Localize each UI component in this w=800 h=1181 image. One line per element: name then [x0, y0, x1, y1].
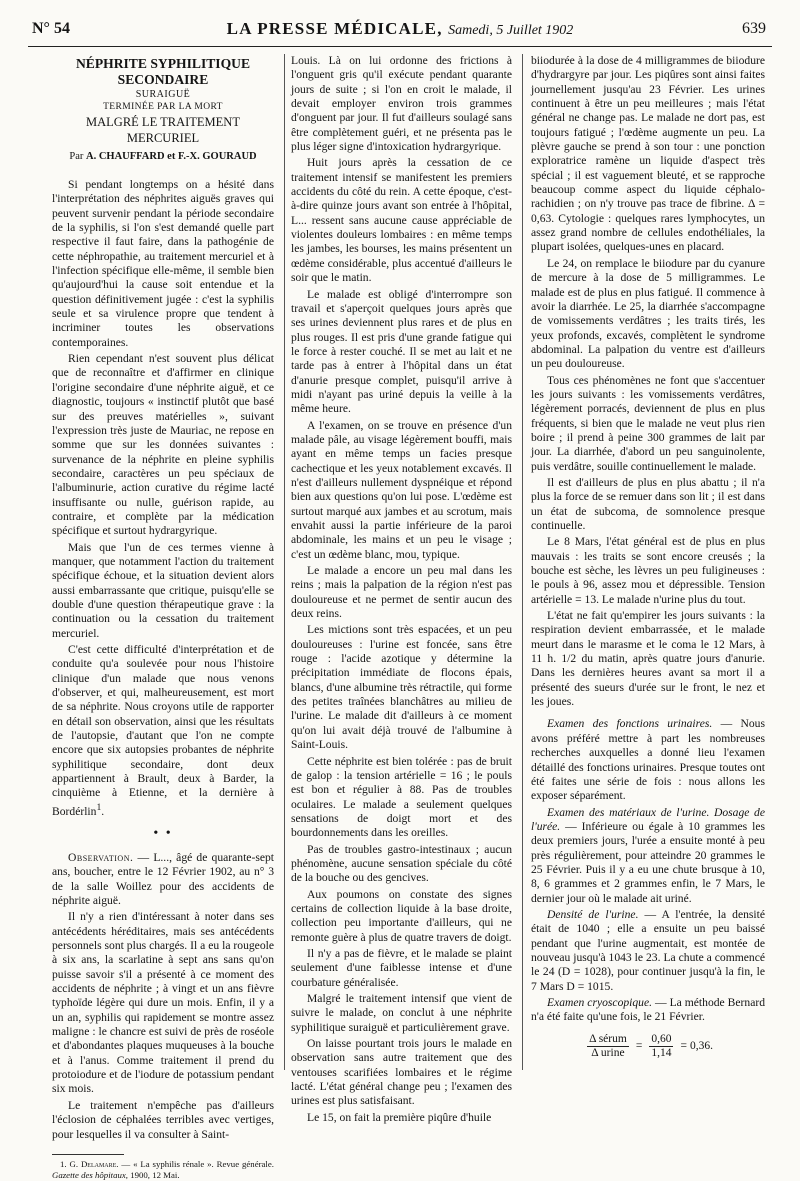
- byline-prefix: Par: [69, 151, 84, 162]
- article-title-block: [52, 56, 274, 164]
- section-paragraph: [531, 996, 765, 1025]
- paragraph: L'état ne fait qu'empirer les jours suivants : la respiration devient embarrassée, et le malade meurt dans le marasme et le coma le 12 Mars, à 11 h. 1/2 du matin, après quatre jours d'anurie. Dans les dernières heures avant sa mort il a présenté des sueurs d'urée sur le front, le nez et les joues.: [531, 609, 765, 709]
- section-heading: Densité de l'urine.: [547, 907, 639, 921]
- observation-text: — L..., âgé de quarante-sept ans, boucher, entre le 12 Février 1902, au n° 3 de la salle Woillez pour des accidents de néphrite aiguë.: [52, 850, 274, 908]
- paragraph: Mais que l'un de ces termes vienne à manquer, que notamment l'action du traitement spécifique échoue, et la situation devient alors aussi embarrassante que critique, puisqu'elle se double d'une question thérapeutique grave : la continuation ou la cessation du traitement mercuriel.: [52, 540, 274, 640]
- section-asterism: • •: [153, 825, 173, 841]
- formula-equals: =: [635, 1040, 643, 1053]
- footnote: [52, 1159, 274, 1181]
- paragraph: Le traitement n'empêche pas d'ailleurs l'éclosion de céphalées terribles avec vertiges, pour lesquelles il va consulter à Saint-: [52, 1098, 274, 1141]
- footnote-number: 1.: [60, 1158, 67, 1169]
- paragraph: Le 8 Mars, l'état général est de plus en plus mauvais : les traits se sont encore creusés ; la bouche est sèche, les lèvres un peu fuligineuses : le pouls à 96, assez mou et dépressible. Tension artérielle = 13. Le malade n'urine plus du tout.: [531, 535, 765, 606]
- paragraph: Le malade est obligé d'interrompre son travail et s'aperçoit quelques jours après que ses urines deviennent plus rares et de plus en plus rouges. Il est pris d'une grande fatigue qui le force à rester couché. Il se met au lait et ne tarde pas à entrer à l'hôpital dans un état d'anurie presque complet, puisqu'il arrive à midi n'ayant pas uriné depuis la veille à la même heure.: [291, 287, 512, 416]
- article-title: NÉPHRITE SYPHILITIQUE SECONDAIRE: [75, 56, 251, 87]
- footnote-reference: 1: [96, 801, 102, 813]
- section-heading: Examen des matériaux de l'urine. Dosage de l'urée.: [531, 805, 765, 833]
- formula-result: 0,36.: [689, 1040, 713, 1053]
- paragraph: Le 15, on fait la première piqûre d'huile: [307, 1110, 492, 1124]
- footnote-end: , 1900, 12 Mai.: [125, 1169, 180, 1180]
- section-heading: Examen cryoscopique.: [547, 996, 653, 1009]
- section-paragraph: [531, 717, 765, 803]
- footnote-separator: [52, 1154, 124, 1155]
- paragraph: C'est cette difficulté d'interprétation et de conduite qu'a soulevée pour nous l'histoire clinique d'un malade que nous venons d'observer, et qui, malheureusement, est mort de sa néphrite. Nous croyons utile de rapporter en détail son observation, ainsi que les résultats de l'autopsie, d'autant que l'on ne compte encore que six autopsies probantes de néphrite syphilitique secondaire, dont deux appartiennent à Brault, deux à Barder, la cinquième à Etienne, et la dernière à Bordérlin$^1$.: [52, 643, 274, 818]
- formula-numerator: Δ sérum: [589, 1032, 627, 1045]
- issue-number: N° 54: [32, 20, 70, 37]
- section-text: — Nous avons préféré mettre à part les nombreuses recherches auxquelles a donné lieu l'examen détaillé des fonctions urinaires. Presque toutes ont été faites une série de fois : nous allons les exposer séparément.: [531, 717, 765, 803]
- byline-authors: A. CHAUFFARD et F.-X. GOURAUD: [86, 151, 257, 162]
- paragraph: Les mictions sont très espacées, et un peu douloureuses : l'urine est foncée, sans être rouge : l'acide azotique y détermine la précipitation immédiate de flocons épais, blancs, d'une albumine très rétractile, qui forme des petites traînées blanchâtres au milieu de l'urine. Le malade dit d'ailleurs à ce moment qu'on lui avait déjà trouvé de l'albumine à Saint-Louis.: [291, 623, 513, 752]
- paragraph: Il est d'ailleurs de plus en plus abattu ; il n'a plus la force de se remuer dans son lit ; il est dans un état de subcoma, de somnolence presque continuelle.: [531, 475, 765, 532]
- formula-fraction-1: [587, 1033, 629, 1060]
- article-subtitle-1: SURAIGUË: [135, 89, 191, 100]
- footnote-journal: Gazette des hôpitaux: [52, 1169, 126, 1180]
- formula-fraction-2: [649, 1033, 673, 1060]
- paragraph: Pas de troubles gastro-intestinaux ; aucun phénomène, aucune sensation spéciale du côté de la bouche ou des gencives.: [291, 842, 512, 885]
- paragraph: Il n'y a rien d'intéressant à noter dans ses antécédents héréditaires, mais ses antécédents personnels sont plus chargés. Il a eu la rougeole à six ans, la scarlatine à sept ans sans qu'on puisse savoir s'il a présenté à ce moment des accidents de néphrite ; à vingt et un ans fièvre typhoïde légère qui dure un mois. Enfin, il y a un an, syphilis qui rapidement se montre assez maligne : le chancre est suivi de près de roséole et d'abondantes plaques muqueuses à la bouche et à l'anus. Comme traitement il prend du protoiodure et de l'iodure de potassium pendant six mois.: [52, 910, 274, 1096]
- paragraph: Si pendant longtemps on a hésité dans l'interprétation des néphrites aiguës graves qui peuvent survenir pendant la période secondaire de la syphilis, si l'on s'est demandé quelle part respective il faut faire, dans la pathogénie de cette néphropathie, au traitement mercuriel et à l'infection spécifique elle-même, il semble bien qu'aujourd'hui la cause soit entendue et la question définitivement jugée : c'est la syphilis seule et sa virulence propre que tendent à incriminer toutes les observations contemporaines.: [52, 178, 274, 349]
- section-text: — La méthode Bernard n'a été faite qu'une fois, le 21 Février.: [531, 996, 765, 1024]
- cryoscopy-formula: [531, 1033, 765, 1060]
- column-1: [52, 54, 274, 1180]
- column-3: [522, 54, 765, 1070]
- paragraph: Louis. Là on lui ordonne des frictions à l'onguent gris qu'il exécute pendant quarante jours de suite ; si l'on en croit le malade, il devait employer environ trois grammes d'onguent par jour. Il fut d'ailleurs soulagé sans être complètement guéri, et ne présenta pas le plus léger signe d'intoxication hydrargyrique.: [291, 54, 512, 154]
- paragraph: Aux poumons on constate des signes certains de collection liquide à la base droite, collection peu importante d'ailleurs, qui ne remonte guère à plus de quatre travers de doigt.: [291, 887, 512, 944]
- formula-numerator-value: 0,60: [651, 1032, 672, 1045]
- paragraph: Il n'y a pas de fièvre, et le malade se plaint seulement d'une faiblesse intense et d'une courbature généralisée.: [291, 946, 512, 989]
- observation-paragraph: [52, 851, 274, 908]
- observation-label: Observation.: [68, 850, 134, 864]
- paragraph: Huit jours après la cessation de ce traitement intensif se manifestent les premiers accidents du côté du rein. A cette époque, c'est-à-dire quinze jours avant son entrée à l'hôpital, L... ressent sans aucune cause appréciable de violentes douleurs lombaires : en même temps les jambes, les bourses, les mains présentent un œdème considérable, plus accentué d'ailleurs le soir que le matin.: [291, 156, 512, 285]
- paragraph: Tous ces phénomènes ne font que s'accentuer les jours suivants : les vomissements verdâtres, légèrement porracés, deviennent de plus en plus fréquents, si bien que le malade ne veut plus rien boire ; il prend à peine 300 grammes de lait par jour. La diarrhée, d'abord un peu sanguinolente, puis verdâtre, souille continuellement le malade.: [531, 373, 765, 473]
- section-text: — Inférieure ou égale à 10 grammes les deux premiers jours, l'urée a ensuite monté à peu près régulièrement, pour atteindre 20 grammes le 25 Février. Puis il y a eu une chute brusque à 10, 8, 6 grammes et 2 grammes enfin, le 7 Mars, le dernier jour où le malade ait uriné.: [531, 819, 765, 905]
- paragraph: Rien cependant n'est souvent plus délicat que de reconnaître et d'affirmer en clinique l'origine secondaire d'une néphrite aiguë, et ce diagnostic, toujours « instinctif plutôt que basé sur des preuves matérielles », suivant l'expression très juste de Mauriac, ne repose en somme que sur les données suivantes : survenance de la néphrite en pleine syphilis secondaire, caractères un peu spéciaux de l'albuminurie, action curative du régime lacté insuffisante ou nulle, guérison rapide, au contraire, et complète par la médication spécifique et surtout hydrargyrique.: [52, 352, 274, 538]
- paragraph: Le malade a encore un peu mal dans les reins ; mais la palpation de la région n'est pas douloureuse et ne permet de sentir aucun des deux reins.: [291, 564, 512, 621]
- column-2: [284, 54, 513, 1124]
- issue-date: Samedi, 5 Juillet 1902: [448, 23, 574, 38]
- section-text: — A l'entrée, la densité était de 1040 ; elle a ensuite un peu baissé pendant que l'urine augmentait, est montée de nouveau jusqu'à 1043 le 23. La chute a commencé le 24 (D = 1028), pour continuer jusqu'à la fin, le 7 Mars D = 1015.: [531, 907, 765, 993]
- running-head: [28, 12, 772, 47]
- footnote-text: — « La syphilis rénale ». Revue générale.: [118, 1158, 274, 1169]
- section-heading: Examen des fonctions urinaires.: [547, 717, 713, 731]
- journal-title-line: [28, 19, 772, 39]
- article-subtitle-3: MALGRÉ LE TRAITEMENT MERCURIEL: [86, 115, 240, 145]
- page-number: 639: [742, 20, 766, 37]
- article-subtitle-2: TERMINÉE PAR LA MORT: [103, 102, 223, 112]
- footnote-author: G. Delamare.: [69, 1158, 119, 1169]
- paragraph: Cette néphrite est bien tolérée : pas de bruit de galop : la tension artérielle = 16 ; le pouls est bon et régulier à 88. Pas de troubles oculaires. Le malade a seulement quelques sensations de doigt mort et des bourdonnements dans les oreilles.: [291, 754, 512, 840]
- paragraph: A l'examen, on se trouve en présence d'un malade pâle, au visage légèrement bouffi, mais ayant en même temps un facies presque cachectique et les yeux notablement excavés. Il n'est d'ailleurs nullement dyspnéique et répond bien aux questions qu'on lui pose. L'œdème est surtout marqué aux jambes et au scrotum, mais envahit aussi la partie inférieure de la paroi abdominale, les mains et un peu le visage ; c'est un œdème blanc, mou, typique.: [291, 418, 512, 561]
- formula-denominator-value: 1,14: [651, 1046, 672, 1059]
- section-paragraph: [531, 908, 765, 994]
- byline: [52, 149, 274, 164]
- paragraph-text: C'est cette difficulté d'interprétation et de conduite qu'a soulevée pour nous l'histoire clinique d'un malade que nous venons d'observer, et qui, malheureusement, est mort de sa néphrite. Nous croyons utile de rapporter en détail son observation, ainsi que les résultats de l'autopsie, d'autant que l'on ne compte encore que six autopsies probantes de néphrite syphilitique secondaire, dont deux appartiennent à Brault, deux à Barder, la cinquième à Etienne, et la dernière à Bordérlin: [52, 643, 274, 818]
- paragraph: Le 24, on remplace le biiodure par du cyanure de mercure à la dose de 5 milligrammes. Le malade est de plus en plus fatigué. Il commence à avoir la diarrhée. Le 25, la diarrhée s'accompagne de vomissements verdâtres ; les traits tirés, les yeux profonds, excavés, complètent le syndrome abdominal. La palpation du ventre est d'ailleurs un peu douloureuse.: [531, 256, 765, 371]
- journal-title: LA PRESSE MÉDICALE,: [226, 19, 443, 38]
- formula-denominator: Δ urine: [591, 1046, 625, 1059]
- paragraph: Malgré le traitement intensif que vient de suivre le malade, on conclut à une néphrite syphilitique suraiguë et particulièrement grave.: [291, 992, 512, 1034]
- section-paragraph: [531, 806, 765, 906]
- formula-equals: =: [680, 1040, 687, 1053]
- paragraph: biiodurée à la dose de 4 milligrammes de biiodure d'hydrargyre par jour. Les piqûres sont ainsi faites journellement jusqu'au 23 Février. Les urines continuent à être un peu meilleures ; mais l'état général ne change pas. Le malade ne dort pas, est toujours fatigué ; l'œdème augmente un peu. La plèvre gauche se prend à son tour : une ponction exploratrice ramène un liquide d'aspect très spécial ; il est vaguement bleuté, et se rapproche beaucoup comme aspect du liquide céphalo-rachidien ; on n'y trouve pas trace de fibrine. Δ = 0,63. Cytologie : quelques rares lymphocytes, un assez grand nombre de cellules endothéliales, la plupart isolées, quelques-unes en placard.: [531, 54, 765, 254]
- paragraph: On laisse pourtant trois jours le malade en observation sans autre traitement que des ventouses scarifiées lombaires et le régime lacté. L'état général change peu ; l'examen des urines est plus satisfaisant.: [291, 1037, 512, 1108]
